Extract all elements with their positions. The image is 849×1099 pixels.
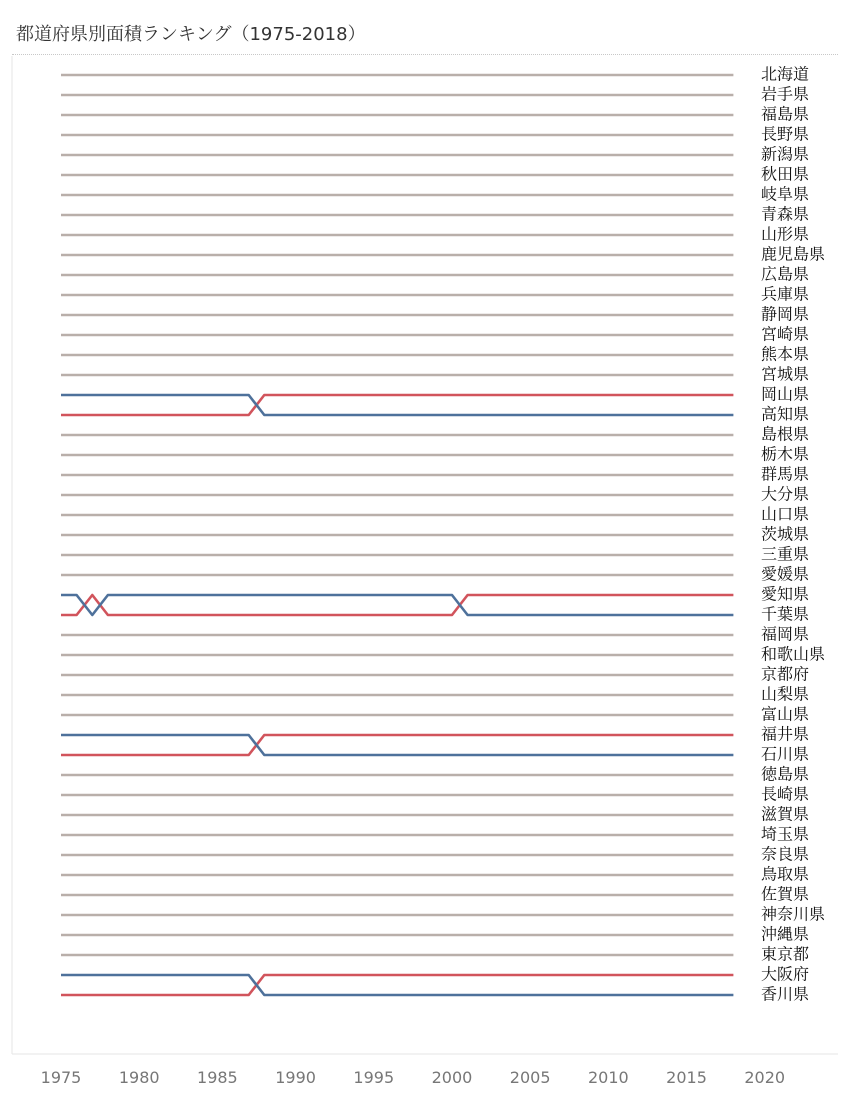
x-tick-label-2015: 2015 [666, 1068, 707, 1087]
series-line-大阪府 [61, 975, 733, 995]
x-tick-label-1995: 1995 [353, 1068, 395, 1087]
series-line-香川県 [61, 975, 733, 995]
series-label-栃木県: 栃木県 [761, 444, 810, 464]
series-label-石川県: 石川県 [761, 744, 810, 764]
series-label-滋賀県: 滋賀県 [761, 804, 810, 824]
chart-title: 都道府県別面積ランキング（1975-2018） [16, 24, 366, 45]
series-label-鹿児島県: 鹿児島県 [761, 244, 826, 264]
series-label-大分県: 大分県 [761, 484, 810, 504]
x-tick-label-2000: 2000 [431, 1068, 473, 1087]
series-label-富山県: 富山県 [761, 704, 810, 724]
series-label-山梨県: 山梨県 [761, 684, 810, 704]
series-label-和歌山県: 和歌山県 [761, 644, 826, 664]
series-label-長野県: 長野県 [761, 124, 810, 144]
series-label-秋田県: 秋田県 [761, 164, 810, 184]
series-line-福井県 [61, 735, 733, 755]
series-label-宮崎県: 宮崎県 [761, 324, 810, 344]
x-tick-label-1975: 1975 [40, 1068, 82, 1087]
series-label-福井県: 福井県 [761, 724, 810, 744]
series-label-岩手県: 岩手県 [761, 84, 810, 104]
series-label-岐阜県: 岐阜県 [761, 184, 810, 204]
series-label-新潟県: 新潟県 [761, 144, 810, 164]
series-label-山口県: 山口県 [761, 504, 810, 524]
series-label-京都府: 京都府 [761, 664, 810, 684]
series-label-岡山県: 岡山県 [761, 384, 810, 404]
series-labels [761, 65, 825, 1004]
series-label-愛知県: 愛知県 [761, 584, 810, 604]
series-label-山形県: 山形県 [761, 224, 810, 244]
series-label-静岡県: 静岡県 [761, 304, 810, 324]
series-label-大阪府: 大阪府 [761, 964, 810, 984]
series-label-広島県: 広島県 [761, 264, 810, 284]
series-label-埼玉県: 埼玉県 [761, 824, 810, 844]
series-line-高知県 [61, 395, 733, 415]
series-label-愛媛県: 愛媛県 [761, 564, 810, 584]
series-label-福岡県: 福岡県 [761, 624, 810, 644]
x-tick-label-1990: 1990 [275, 1068, 316, 1087]
series-label-青森県: 青森県 [761, 204, 810, 224]
series-label-東京都: 東京都 [761, 944, 810, 964]
series-line-石川県 [61, 735, 733, 755]
x-tick-label-1985: 1985 [197, 1068, 238, 1087]
series-label-沖縄県: 沖縄県 [761, 924, 810, 944]
series-label-茨城県: 茨城県 [761, 524, 810, 544]
series-label-長崎県: 長崎県 [761, 784, 810, 804]
x-tick-label-1980: 1980 [118, 1068, 160, 1087]
x-axis-ticks [41, 1068, 785, 1087]
series-line-愛知県 [61, 595, 733, 615]
series-label-島根県: 島根県 [761, 424, 810, 444]
series-lines [61, 75, 733, 995]
series-label-佐賀県: 佐賀県 [761, 884, 810, 904]
series-label-徳島県: 徳島県 [761, 764, 810, 784]
series-line-岡山県 [61, 395, 733, 415]
x-tick-label-2010: 2010 [587, 1068, 629, 1087]
x-tick-label-2005: 2005 [509, 1068, 551, 1087]
series-label-香川県: 香川県 [761, 984, 810, 1004]
series-label-北海道: 北海道 [761, 64, 810, 84]
series-label-千葉県: 千葉県 [761, 604, 810, 624]
series-label-群馬県: 群馬県 [761, 464, 810, 484]
series-label-三重県: 三重県 [761, 544, 810, 564]
series-label-高知県: 高知県 [761, 404, 810, 424]
series-label-宮城県: 宮城県 [761, 364, 810, 384]
series-label-熊本県: 熊本県 [761, 344, 810, 364]
series-label-鳥取県: 鳥取県 [761, 864, 810, 884]
series-label-奈良県: 奈良県 [761, 844, 810, 864]
series-label-兵庫県: 兵庫県 [761, 284, 810, 304]
series-label-神奈川県: 神奈川県 [761, 904, 826, 924]
series-line-千葉県 [61, 595, 733, 615]
series-label-福島県: 福島県 [761, 104, 810, 124]
x-tick-label-2020: 2020 [744, 1068, 786, 1087]
